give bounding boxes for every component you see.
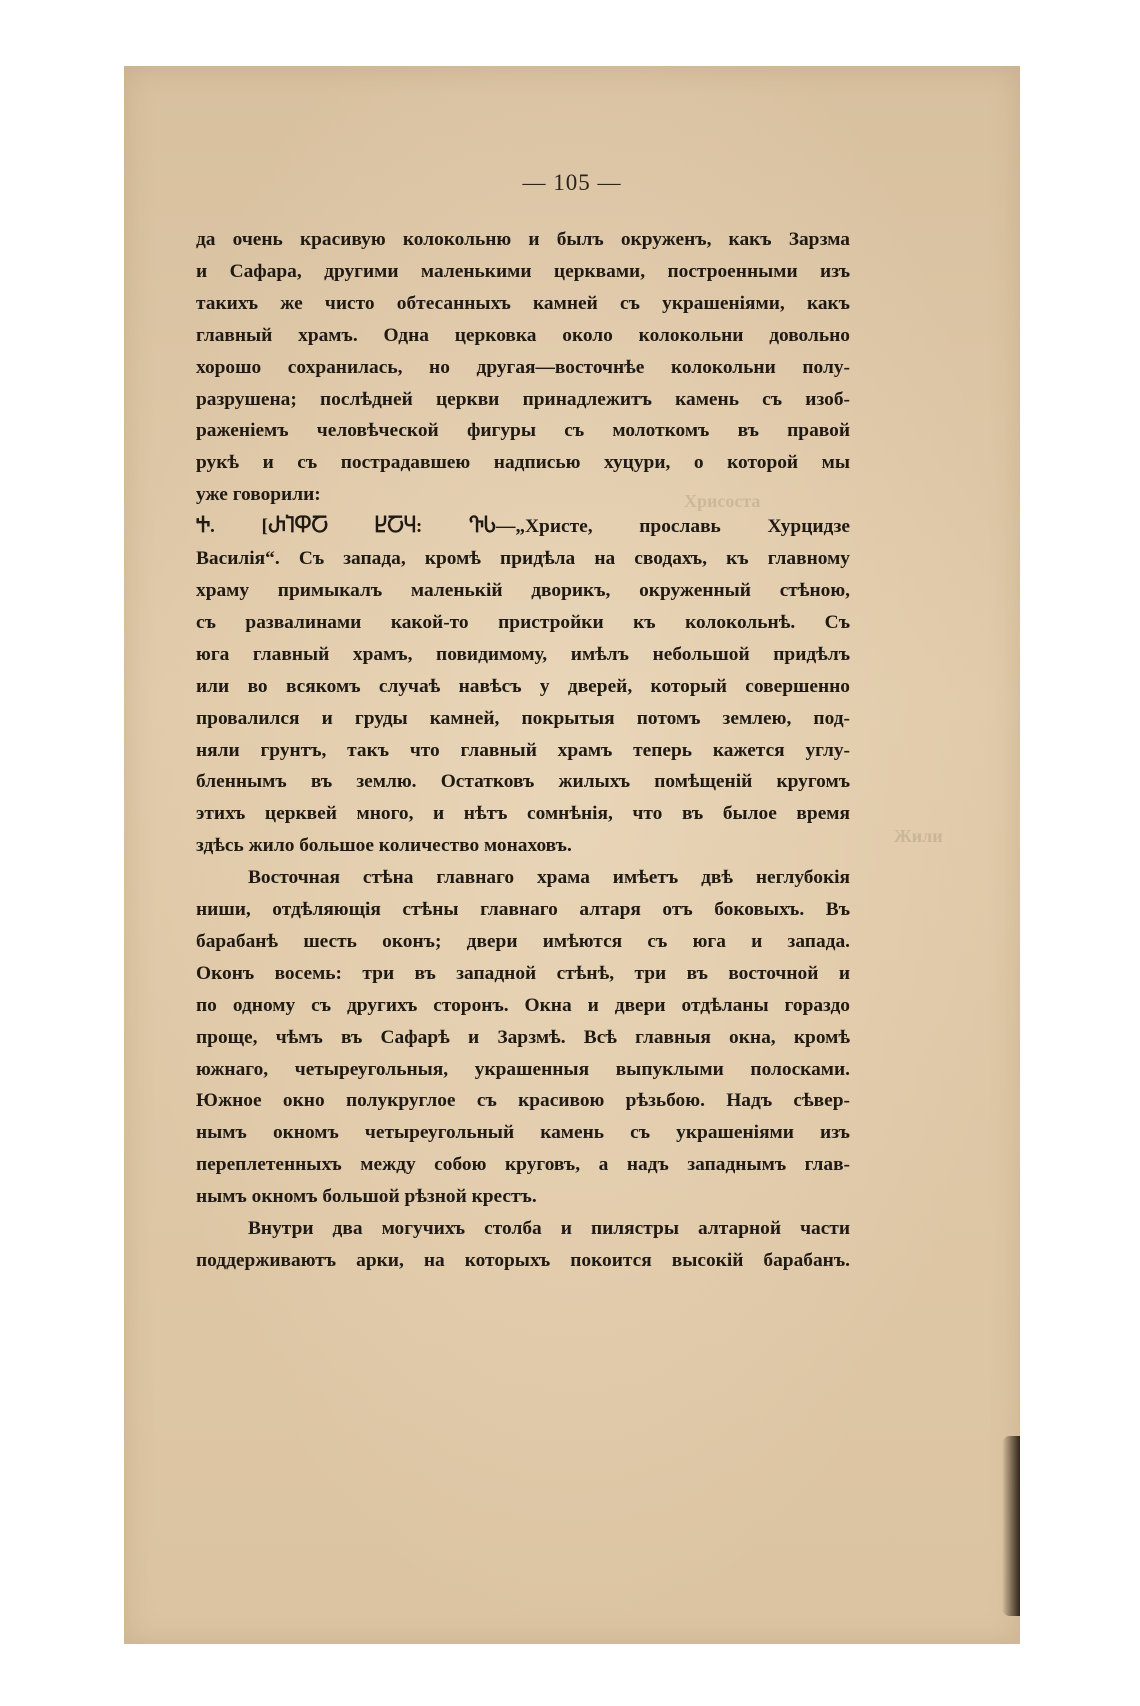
paragraph-1 [196, 224, 850, 862]
georgian-inscription-line: Ⴕ. [ႰႨႴႠ ႾႠႷ: ႥႱ—„Христе, прославь Хурцидзе [196, 516, 850, 538]
text-line: да очень красивую колокольню и былъ окруженъ, какъ Зарзма [196, 229, 850, 250]
book-page [124, 66, 1020, 1644]
text-line: нымъ окномъ большой рѣзной крестъ. [196, 1186, 537, 1208]
page-number: — 105 — [522, 170, 622, 195]
text-line: храму примыкалъ маленькій дворикъ, окруженный стѣною, [196, 579, 850, 601]
text-line: съ развалинами какой-то пристройки къ колокольнѣ. Съ [196, 611, 850, 633]
text-line: здѣсь жило большое количество монаховъ. [196, 835, 572, 857]
text-line: Внутри два могучихъ столба и пилястры алтарной части [248, 1218, 850, 1240]
text-line: барабанѣ шесть оконъ; двери имѣются съ юга и запада. [196, 930, 850, 952]
text-line: или во всякомъ случаѣ навѣсъ у дверей, который совершенно [196, 675, 850, 697]
text-line: поддерживаютъ арки, на которыхъ покоится высокій барабанъ. [196, 1250, 850, 1271]
text-line: разрушена; послѣдней церкви принадлежитъ камень съ изоб- [196, 388, 850, 410]
text-line: Южное окно полукруглое съ красивою рѣзьбою. Надъ сѣвер- [196, 1090, 850, 1112]
text-line: провалился и груды камней, покрытыя потомъ землею, под- [196, 707, 850, 729]
text-line: южнаго, четыреугольныя, украшенныя выпуклыми полосками. [196, 1058, 850, 1080]
text-line: бленнымъ въ землю. Остатковъ жилыхъ помѣщеній кругомъ [196, 771, 850, 793]
page-edge-shadow [1002, 1436, 1020, 1616]
text-line: ниши, отдѣляющія стѣны главнаго алтаря отъ боковыхъ. Въ [196, 899, 850, 921]
text-line: Восточная стѣна главнаго храма имѣетъ двѣ неглубокія [248, 867, 850, 889]
text-line: Оконъ восемь: три въ западной стѣнѣ, три въ восточной и [196, 962, 850, 984]
text-line: Василія“. Съ запада, кромѣ придѣла на сводахъ, къ главному [196, 548, 850, 570]
text-line: хорошо сохранилась, но другая—восточнѣе колокольни полу- [196, 356, 850, 378]
body-text [196, 224, 850, 1277]
paragraph-3 [196, 1213, 850, 1277]
text-line: нымъ окномъ четыреугольный камень съ украшеніями изъ [196, 1122, 850, 1144]
text-line: такихъ же чисто обтесанныхъ камней съ украшеніями, какъ [196, 292, 850, 314]
text-line: проще, чѣмъ въ Сафарѣ и Зарзмѣ. Всѣ главныя окна, кромѣ [196, 1026, 850, 1048]
bleed-through-text: Хрисоста [684, 491, 761, 511]
text-line: рукѣ и съ пострадавшею надписью хуцури, о которой мы [196, 452, 850, 474]
bleed-through-text: Жили [894, 826, 943, 846]
text-line: этихъ церквей много, и нѣтъ сомнѣнія, что въ былое время [196, 803, 850, 825]
text-line: няли грунтъ, такъ что главный храмъ теперь кажется углу- [196, 739, 850, 761]
paragraph-2 [196, 862, 850, 1213]
text-line: раженіемъ человѣческой фигуры съ молоткомъ въ правой [196, 420, 850, 442]
text-line: и Сафара, другими маленькими церквами, построенными изъ [196, 260, 850, 282]
text-line: переплетенныхъ между собою круговъ, а надъ западнымъ глав- [196, 1154, 850, 1176]
text-line: по одному съ другихъ сторонъ. Окна и двери отдѣланы гораздо [196, 994, 850, 1016]
text-line: главный храмъ. Одна церковка около колокольни довольно [196, 324, 850, 346]
text-line: юга главный храмъ, повидимому, имѣлъ небольшой придѣлъ [196, 643, 850, 665]
text-line: уже говорили: [196, 484, 321, 506]
